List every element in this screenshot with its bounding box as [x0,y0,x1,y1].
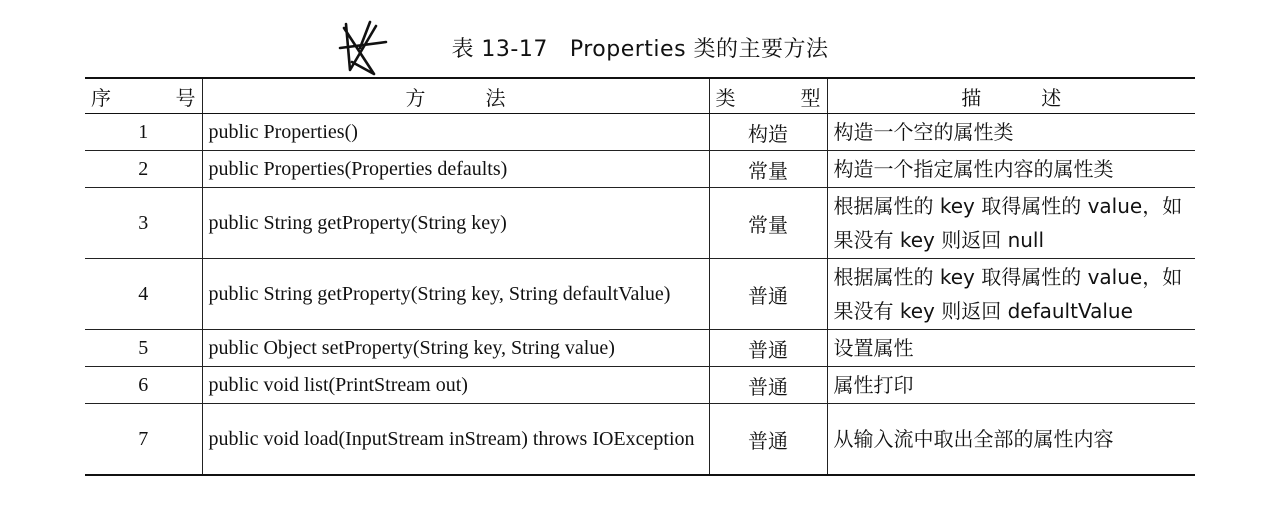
row-description: 设置属性 [827,330,1195,367]
row-type: 常量 [709,188,827,259]
row-description: 构造一个空的属性类 [827,114,1195,151]
row-description: 根据属性的 key 取得属性的 value，如果没有 key 则返回 defaultValue [827,259,1195,330]
row-seq: 1 [85,114,202,151]
table-row [85,259,1195,330]
row-method: public void load(InputStream inStream) throws IOException [202,404,709,476]
row-seq: 7 [85,404,202,476]
table-caption [0,32,1280,63]
table-row [85,404,1195,476]
row-method: public Object setProperty(String key, String value) [202,330,709,367]
row-description: 构造一个指定属性内容的属性类 [827,151,1195,188]
row-seq: 4 [85,259,202,330]
header-seq: 序号 [85,78,202,114]
row-type: 普通 [709,404,827,476]
caption-title: Properties 类的主要方法 [569,37,829,62]
row-type: 普通 [709,367,827,404]
row-seq: 3 [85,188,202,259]
row-seq: 6 [85,367,202,404]
row-description: 属性打印 [827,367,1195,404]
row-method: public String getProperty(String key, String defaultValue) [202,259,709,330]
table-row [85,114,1195,151]
caption-number: 表 13-17 [451,37,548,62]
table-row [85,367,1195,404]
header-description: 描述 [827,78,1195,114]
row-type: 构造 [709,114,827,151]
header-method: 方法 [202,78,709,114]
table-header-row [85,78,1195,114]
row-seq: 2 [85,151,202,188]
row-description: 根据属性的 key 取得属性的 value，如果没有 key 则返回 null [827,188,1195,259]
table-row [85,330,1195,367]
row-method: public void list(PrintStream out) [202,367,709,404]
row-method: public Properties(Properties defaults) [202,151,709,188]
row-description: 从输入流中取出全部的属性内容 [827,404,1195,476]
properties-methods-table [85,77,1195,476]
header-type: 类型 [709,78,827,114]
row-type: 普通 [709,330,827,367]
table-row [85,151,1195,188]
row-type: 普通 [709,259,827,330]
row-method: public String getProperty(String key) [202,188,709,259]
table-row [85,188,1195,259]
row-type: 常量 [709,151,827,188]
row-method: public Properties() [202,114,709,151]
row-seq: 5 [85,330,202,367]
